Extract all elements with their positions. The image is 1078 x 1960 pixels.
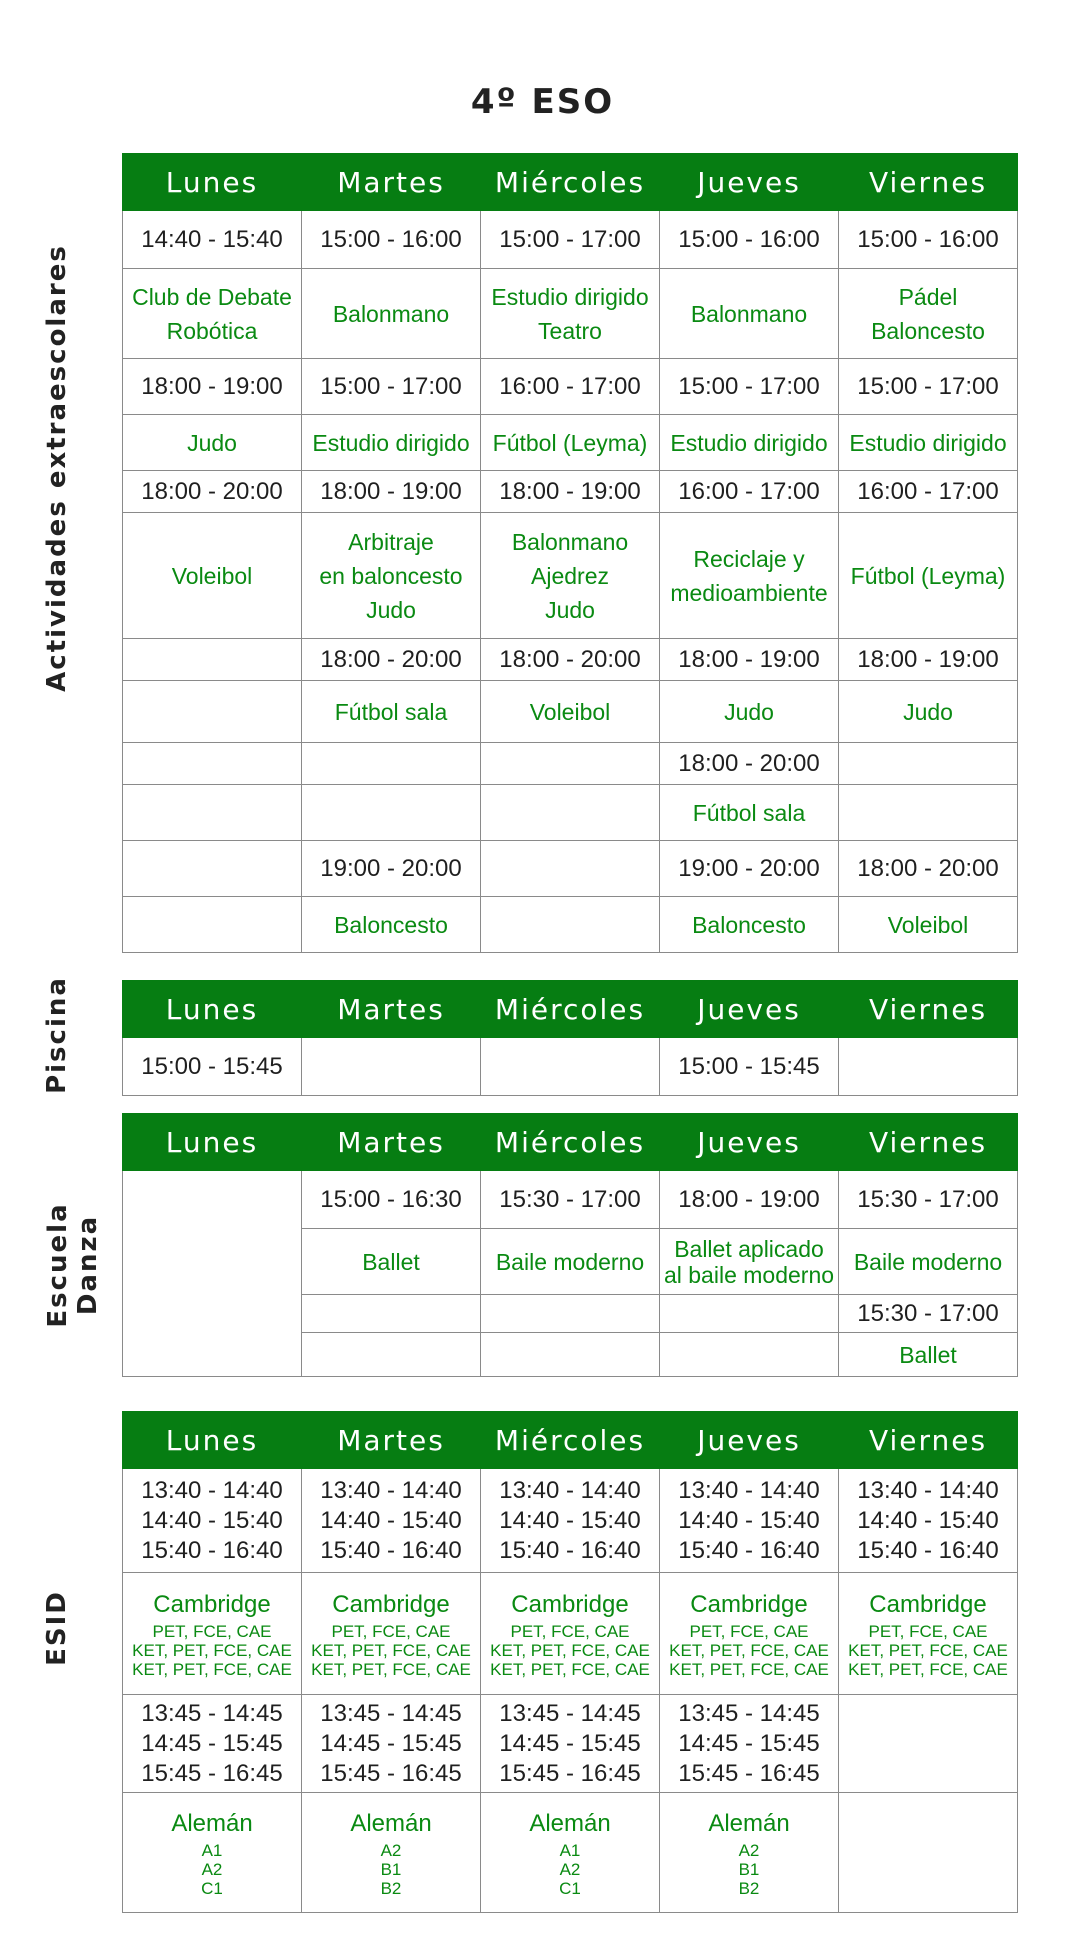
course-levels: PET, FCE, CAE KET, PET, FCE, CAE KET, PET, FCE, CAE xyxy=(669,1622,829,1679)
time-block: 13:45 - 14:45 14:45 - 15:45 15:45 - 16:45 xyxy=(678,1699,820,1787)
activity-cell: Voleibol xyxy=(839,897,1018,953)
course-title: Alemán xyxy=(529,1810,611,1837)
day-header-cell: Jueves xyxy=(660,981,839,1038)
time-cell xyxy=(481,841,660,897)
activity-cell: Baile moderno xyxy=(481,1229,660,1295)
course-title: Alemán xyxy=(708,1810,790,1837)
time-cell: 18:00 - 19:00 xyxy=(660,639,839,681)
time-block: 13:40 - 14:40 14:40 - 15:40 15:40 - 16:40 xyxy=(499,1476,641,1564)
schedule-row xyxy=(123,841,1018,897)
time-cell xyxy=(839,743,1018,785)
activity-cell: Arbitraje en baloncesto Judo xyxy=(302,513,481,639)
schedule-row xyxy=(123,785,1018,841)
time-block: 13:40 - 14:40 14:40 - 15:40 15:40 - 16:40 xyxy=(141,1476,283,1564)
course-title-cell xyxy=(123,1793,302,1913)
course-title-cell xyxy=(481,1573,660,1695)
time-cell: 14:40 - 15:40 xyxy=(123,211,302,269)
section-label-extraescolares: Actividades extraescolares xyxy=(42,244,72,692)
time-cell: 15:00 - 15:45 xyxy=(123,1038,302,1096)
activity-cell: Judo xyxy=(123,415,302,471)
day-header-cell: Jueves xyxy=(660,154,839,211)
time-cell: 15:00 - 16:30 xyxy=(302,1171,481,1229)
day-header-cell: Miércoles xyxy=(481,1412,660,1469)
course-title-cell xyxy=(302,1573,481,1695)
day-header-row xyxy=(123,1114,1018,1171)
extraescolares-table xyxy=(122,153,1018,953)
activity-cell: Judo xyxy=(839,681,1018,743)
course-levels: PET, FCE, CAE KET, PET, FCE, CAE KET, PET, FCE, CAE xyxy=(311,1622,471,1679)
activity-cell xyxy=(481,785,660,841)
day-header-cell: Lunes xyxy=(123,1412,302,1469)
time-block-cell xyxy=(123,1469,302,1573)
time-block-cell xyxy=(839,1695,1018,1793)
day-header-cell: Miércoles xyxy=(481,154,660,211)
time-cell xyxy=(481,1038,660,1096)
course-levels: PET, FCE, CAE KET, PET, FCE, CAE KET, PET, FCE, CAE xyxy=(490,1622,650,1679)
activity-cell xyxy=(481,1333,660,1377)
day-header-cell: Viernes xyxy=(839,1114,1018,1171)
activity-cell: Baloncesto xyxy=(302,897,481,953)
activity-cell: Club de Debate Robótica xyxy=(123,269,302,359)
time-block-cell xyxy=(481,1469,660,1573)
schedule-row xyxy=(123,1573,1018,1695)
schedule-row xyxy=(123,1171,1018,1229)
time-cell xyxy=(302,743,481,785)
time-cell xyxy=(302,1295,481,1333)
activity-cell: Estudio dirigido Teatro xyxy=(481,269,660,359)
course-title: Cambridge xyxy=(690,1591,808,1618)
time-cell: 15:00 - 16:00 xyxy=(660,211,839,269)
time-cell: 15:00 - 16:00 xyxy=(302,211,481,269)
course-levels: A1 A2 C1 xyxy=(559,1841,581,1898)
activity-cell: Reciclaje y medioambiente xyxy=(660,513,839,639)
schedule-row xyxy=(123,1793,1018,1913)
day-header-cell: Viernes xyxy=(839,154,1018,211)
danza-table xyxy=(122,1113,1018,1377)
schedule-row xyxy=(123,1469,1018,1573)
course-levels: PET, FCE, CAE KET, PET, FCE, CAE KET, PET, FCE, CAE xyxy=(848,1622,1008,1679)
activity-cell: Fútbol sala xyxy=(660,785,839,841)
time-cell: 18:00 - 20:00 xyxy=(660,743,839,785)
activity-cell xyxy=(123,681,302,743)
time-block-cell xyxy=(660,1695,839,1793)
time-cell: 15:30 - 17:00 xyxy=(839,1171,1018,1229)
time-block-cell xyxy=(302,1469,481,1573)
time-block-cell xyxy=(123,1695,302,1793)
time-cell: 18:00 - 20:00 xyxy=(481,639,660,681)
schedule-row xyxy=(123,1695,1018,1793)
course-title-cell xyxy=(660,1793,839,1913)
day-header-cell: Miércoles xyxy=(481,1114,660,1171)
activity-cell xyxy=(302,1333,481,1377)
course-title: Cambridge xyxy=(332,1591,450,1618)
activity-cell xyxy=(839,785,1018,841)
day-header-row xyxy=(123,1412,1018,1469)
activity-cell: Balonmano xyxy=(660,269,839,359)
course-title-cell xyxy=(123,1573,302,1695)
day-header-cell: Lunes xyxy=(123,981,302,1038)
time-cell: 15:00 - 15:45 xyxy=(660,1038,839,1096)
time-cell xyxy=(302,1038,481,1096)
schedule-row xyxy=(123,415,1018,471)
activity-cell: Estudio dirigido xyxy=(660,415,839,471)
time-cell xyxy=(123,1171,302,1377)
schedule-row xyxy=(123,639,1018,681)
time-cell xyxy=(123,841,302,897)
esid-table xyxy=(122,1411,1018,1913)
day-header-row xyxy=(123,981,1018,1038)
day-header-cell: Viernes xyxy=(839,1412,1018,1469)
schedule-row xyxy=(123,897,1018,953)
day-header-cell: Viernes xyxy=(839,981,1018,1038)
section-label-danza xyxy=(43,1202,103,1327)
activity-cell: Baloncesto xyxy=(660,897,839,953)
course-levels: PET, FCE, CAE KET, PET, FCE, CAE KET, PET, FCE, CAE xyxy=(132,1622,292,1679)
piscina-table xyxy=(122,980,1018,1096)
time-cell: 16:00 - 17:00 xyxy=(839,471,1018,513)
course-levels: A2 B1 B2 xyxy=(738,1841,760,1898)
activity-cell: Ballet xyxy=(302,1229,481,1295)
time-block: 13:40 - 14:40 14:40 - 15:40 15:40 - 16:40 xyxy=(320,1476,462,1564)
activity-cell: Pádel Baloncesto xyxy=(839,269,1018,359)
day-header-cell: Miércoles xyxy=(481,981,660,1038)
time-block-cell xyxy=(839,1469,1018,1573)
activity-cell: Ballet aplicado al baile moderno xyxy=(660,1229,839,1295)
time-block: 13:40 - 14:40 14:40 - 15:40 15:40 - 16:40 xyxy=(678,1476,820,1564)
course-title-cell xyxy=(660,1573,839,1695)
time-cell: 18:00 - 20:00 xyxy=(302,639,481,681)
activity-cell: Judo xyxy=(660,681,839,743)
time-cell: 15:30 - 17:00 xyxy=(481,1171,660,1229)
activity-cell xyxy=(302,785,481,841)
course-levels: A1 A2 C1 xyxy=(201,1841,223,1898)
time-cell xyxy=(123,743,302,785)
time-cell: 18:00 - 19:00 xyxy=(123,359,302,415)
day-header-cell: Jueves xyxy=(660,1114,839,1171)
section-label-piscina: Piscina xyxy=(42,976,72,1094)
time-cell xyxy=(839,1038,1018,1096)
time-cell: 15:00 - 17:00 xyxy=(839,359,1018,415)
day-header-row xyxy=(123,154,1018,211)
time-block: 13:45 - 14:45 14:45 - 15:45 15:45 - 16:45 xyxy=(320,1699,462,1787)
activity-cell: Estudio dirigido xyxy=(839,415,1018,471)
activity-cell: Fútbol (Leyma) xyxy=(481,415,660,471)
course-title-cell xyxy=(839,1793,1018,1913)
schedule-row xyxy=(123,269,1018,359)
schedule-row xyxy=(123,471,1018,513)
time-cell: 18:00 - 20:00 xyxy=(839,841,1018,897)
course-title: Cambridge xyxy=(511,1591,629,1618)
time-cell: 16:00 - 17:00 xyxy=(660,471,839,513)
activity-cell: Voleibol xyxy=(481,681,660,743)
time-cell: 19:00 - 20:00 xyxy=(302,841,481,897)
time-cell: 15:00 - 17:00 xyxy=(660,359,839,415)
time-cell xyxy=(660,1295,839,1333)
schedule-row xyxy=(123,681,1018,743)
activity-cell: Ballet xyxy=(839,1333,1018,1377)
course-title-cell xyxy=(481,1793,660,1913)
time-cell: 15:00 - 17:00 xyxy=(302,359,481,415)
activity-cell: Balonmano xyxy=(302,269,481,359)
time-cell: 19:00 - 20:00 xyxy=(660,841,839,897)
time-cell: 18:00 - 19:00 xyxy=(302,471,481,513)
activity-cell xyxy=(660,1333,839,1377)
time-block: 13:45 - 14:45 14:45 - 15:45 15:45 - 16:45 xyxy=(499,1699,641,1787)
course-title: Alemán xyxy=(350,1810,432,1837)
day-header-cell: Lunes xyxy=(123,154,302,211)
time-cell: 16:00 - 17:00 xyxy=(481,359,660,415)
time-cell: 18:00 - 19:00 xyxy=(839,639,1018,681)
activity-cell: Voleibol xyxy=(123,513,302,639)
time-cell: 15:00 - 17:00 xyxy=(481,211,660,269)
course-title: Cambridge xyxy=(153,1591,271,1618)
activity-cell: Baile moderno xyxy=(839,1229,1018,1295)
time-block-cell xyxy=(660,1469,839,1573)
time-cell xyxy=(481,743,660,785)
course-title-cell xyxy=(839,1573,1018,1695)
time-cell: 18:00 - 19:00 xyxy=(660,1171,839,1229)
day-header-cell: Martes xyxy=(302,1114,481,1171)
time-cell: 15:30 - 17:00 xyxy=(839,1295,1018,1333)
time-cell: 18:00 - 20:00 xyxy=(123,471,302,513)
time-cell: 15:00 - 16:00 xyxy=(839,211,1018,269)
time-cell: 18:00 - 19:00 xyxy=(481,471,660,513)
day-header-cell: Martes xyxy=(302,1412,481,1469)
schedule-row xyxy=(123,1038,1018,1096)
course-title-cell xyxy=(302,1793,481,1913)
day-header-cell: Lunes xyxy=(123,1114,302,1171)
time-cell xyxy=(481,1295,660,1333)
day-header-cell: Jueves xyxy=(660,1412,839,1469)
activity-cell: Estudio dirigido xyxy=(302,415,481,471)
day-header-cell: Martes xyxy=(302,154,481,211)
time-block-cell xyxy=(481,1695,660,1793)
schedule-row xyxy=(123,513,1018,639)
activity-cell: Fútbol (Leyma) xyxy=(839,513,1018,639)
section-label-danza-line2: Danza xyxy=(73,1214,103,1316)
activity-cell xyxy=(481,897,660,953)
activity-cell xyxy=(123,897,302,953)
activity-cell: Balonmano Ajedrez Judo xyxy=(481,513,660,639)
activity-cell: Fútbol sala xyxy=(302,681,481,743)
time-block: 13:45 - 14:45 14:45 - 15:45 15:45 - 16:45 xyxy=(141,1699,283,1787)
day-header-cell: Martes xyxy=(302,981,481,1038)
course-levels: A2 B1 B2 xyxy=(380,1841,402,1898)
schedule-row xyxy=(123,743,1018,785)
section-label-esid: ESID xyxy=(42,1590,72,1666)
schedule-row xyxy=(123,359,1018,415)
time-cell xyxy=(123,639,302,681)
course-title: Cambridge xyxy=(869,1591,987,1618)
time-block: 13:40 - 14:40 14:40 - 15:40 15:40 - 16:40 xyxy=(857,1476,999,1564)
section-label-danza-line1: Escuela xyxy=(43,1202,73,1328)
time-block-cell xyxy=(302,1695,481,1793)
course-title: Alemán xyxy=(171,1810,253,1837)
activity-cell xyxy=(123,785,302,841)
page-title: 4º ESO xyxy=(470,82,615,122)
schedule-row xyxy=(123,211,1018,269)
